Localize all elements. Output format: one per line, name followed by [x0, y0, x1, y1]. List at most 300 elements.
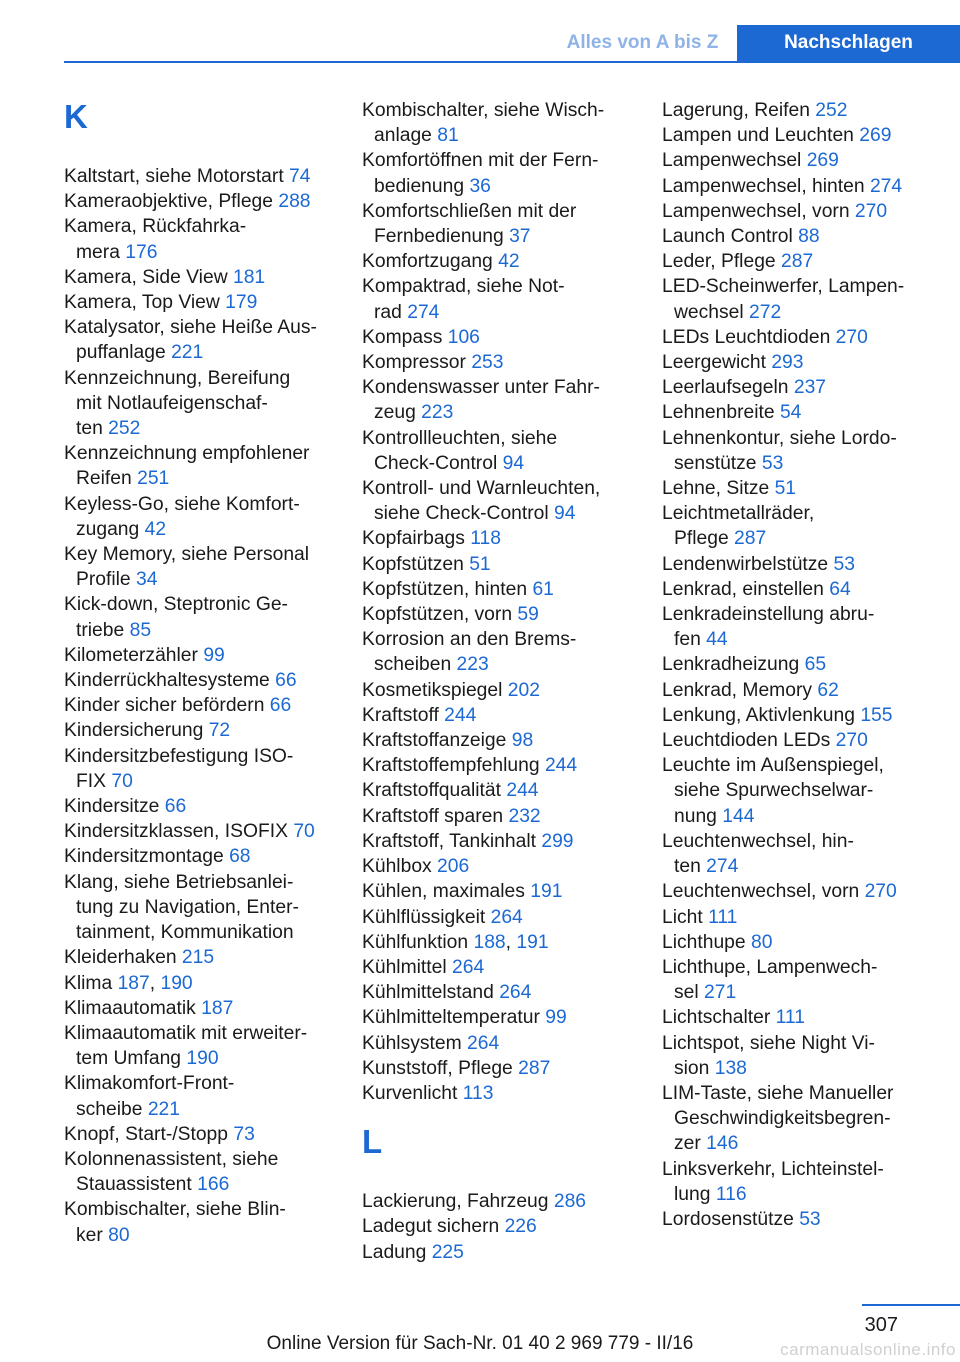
- index-entry: [362, 526, 634, 551]
- index-entry-term: Lordosenstütze: [662, 1208, 794, 1230]
- index-entry-term: Lichtschalter: [662, 1007, 771, 1029]
- index-entry-term: Kraftstoff sparen: [362, 805, 504, 827]
- index-entry: [662, 1207, 942, 1232]
- index-entry-term: Klima: [64, 972, 113, 994]
- index-entry-term: Lampenwechsel, vorn: [662, 200, 850, 222]
- index-entry-term: LED-Scheinwerfer, Lampen- wechsel: [662, 276, 905, 323]
- index-page-link[interactable]: 264: [490, 906, 523, 928]
- index-entry: [64, 744, 336, 794]
- index-page-link[interactable]: 299: [541, 830, 574, 852]
- index-entry-term: Kompaktrad, siehe Not- rad: [362, 276, 565, 323]
- index-entry-term: Kopfairbags: [362, 528, 465, 550]
- index-page-link[interactable]: 70: [293, 821, 315, 843]
- index-entry: [662, 703, 942, 728]
- index-entry-term: Lenkung, Aktivlenkung: [662, 704, 855, 726]
- index-page-link[interactable]: 271: [704, 982, 737, 1004]
- index-entry: [64, 1147, 336, 1197]
- index-entry: [64, 542, 336, 592]
- index-page-link[interactable]: 221: [147, 1098, 180, 1120]
- index-page-link[interactable]: 223: [456, 654, 489, 676]
- index-entry-term: Lenkrad, einstellen: [662, 578, 824, 600]
- index-entry: [64, 693, 336, 718]
- index-page-link[interactable]: 106: [447, 326, 480, 348]
- index-entry: [362, 249, 634, 274]
- index-entry-term: Kontrollleuchten, siehe Check-Control: [362, 427, 558, 474]
- index-page-link[interactable]: 51: [774, 478, 797, 500]
- index-page-link[interactable]: 225: [431, 1241, 464, 1263]
- index-entry: [662, 1157, 942, 1207]
- index-page-link[interactable]: 118: [470, 528, 502, 550]
- index-page-link[interactable]: 74: [289, 166, 311, 187]
- index-entry: [662, 174, 942, 199]
- index-entry-term: Kindersitzklassen, ISOFIX: [64, 821, 288, 843]
- index-page-link[interactable]: 70: [111, 770, 133, 792]
- index-entry: [362, 375, 634, 425]
- index-page-link[interactable]: 34: [136, 569, 158, 591]
- index-entry-term: Kilometerzähler: [64, 644, 198, 666]
- index-entry-term: Kraftstoff: [362, 704, 439, 726]
- index-page-link[interactable]: 244: [444, 704, 477, 726]
- index-entry: [64, 1071, 336, 1121]
- index-entry: [662, 678, 942, 703]
- index-page-link[interactable]: 66: [164, 796, 187, 818]
- index-entry-term: Leuchtenwechsel, hin- ten: [662, 830, 854, 878]
- index-entry: [362, 274, 634, 324]
- index-entry: [64, 844, 336, 869]
- index-page-link[interactable]: 287: [734, 528, 767, 550]
- index-entry-term: Leichtmetallräder, Pflege: [662, 503, 815, 550]
- index-page-link[interactable]: 44: [706, 629, 728, 651]
- index-entry-term: Kamera, Top View: [64, 292, 220, 314]
- index-entry-term: Komfortzugang: [362, 251, 493, 273]
- index-entry: [64, 492, 336, 542]
- index-entry: [362, 980, 634, 1005]
- index-page-link[interactable]: 111: [775, 1007, 805, 1029]
- index-entry: [662, 400, 942, 425]
- index-entry-term: Klimaautomatik: [64, 997, 196, 1019]
- index-entry: [362, 1005, 634, 1030]
- index-entry-term: Kraftstoffempfehlung: [362, 755, 540, 777]
- index-entry: [662, 552, 942, 577]
- index-entry: [362, 905, 634, 930]
- index-page-link[interactable]: 190: [186, 1048, 219, 1070]
- index-entry: [362, 627, 634, 677]
- index-entry: [64, 315, 336, 365]
- index-page-link[interactable]: 59: [517, 604, 539, 626]
- index-page-link[interactable]: 215: [181, 947, 215, 969]
- index-page-link[interactable]: 54: [779, 402, 802, 424]
- index-entry: [362, 1214, 634, 1239]
- index-entry: [362, 98, 634, 148]
- index-column-1: [64, 98, 336, 1248]
- index-entry-term: Lenkradeinstellung abru- fen: [662, 604, 875, 651]
- index-page-link[interactable]: 270: [854, 200, 888, 222]
- index-entry-term: Kinderrückhaltesysteme: [64, 670, 270, 692]
- index-page-link[interactable]: 88: [798, 226, 820, 248]
- index-entry: [64, 945, 336, 970]
- index-entry-term: Knopf, Start-/Stopp: [64, 1123, 228, 1145]
- index-entry: [362, 955, 634, 980]
- index-page-link[interactable]: 187: [117, 972, 150, 994]
- index-page-link[interactable]: 287: [781, 251, 814, 273]
- index-page-link[interactable]: 53: [833, 553, 855, 575]
- index-entry: [662, 501, 942, 551]
- index-entry: [64, 592, 336, 642]
- index-page-link[interactable]: 99: [203, 644, 225, 666]
- index-entry-term: Lichthupe: [662, 931, 746, 953]
- header-rule: [64, 61, 960, 63]
- index-entry: [662, 123, 942, 148]
- index-entry-term: Ladegut sichern: [362, 1216, 500, 1238]
- index-entry: [64, 441, 336, 491]
- index-entry-term: Leuchtdioden LEDs: [662, 730, 831, 752]
- index-entry-term: Komfortschließen mit der Fernbedienung: [362, 200, 577, 248]
- index-entry-term: Klang, siehe Betriebsanlei- tung zu Navigation, Enter- tainment, Kommunikation: [64, 871, 299, 944]
- index-page-link[interactable]: 113: [462, 1082, 494, 1104]
- index-entry: [362, 1056, 634, 1081]
- index-entry-term: Kindersitzmontage: [64, 846, 224, 868]
- index-page-link[interactable]: 81: [437, 125, 459, 147]
- index-entry-term: Kühlen, maximales: [362, 881, 525, 903]
- index-column-3: [662, 98, 942, 1232]
- index-page-link[interactable]: 80: [108, 1224, 130, 1246]
- index-page-link[interactable]: 274: [869, 175, 903, 197]
- index-entry: [362, 1081, 634, 1106]
- index-entry-term: Kurvenlicht: [362, 1082, 458, 1104]
- index-entry-term: Lampenwechsel: [662, 150, 802, 172]
- index-entry: [362, 426, 634, 476]
- index-page-link[interactable]: 206: [437, 856, 470, 878]
- index-entry-term: Keyless-Go, siehe Komfort- zugang: [64, 493, 300, 540]
- index-entry-term: Kolonnenassistent, siehe Stauassistent: [64, 1148, 279, 1196]
- index-entry-term: Leerlaufsegeln: [662, 377, 789, 399]
- index-entry: [64, 265, 336, 290]
- index-letter-heading: K: [64, 98, 88, 135]
- index-entry: [362, 804, 634, 829]
- index-page-link[interactable]: 252: [815, 100, 848, 121]
- index-entry-term: Kühlsystem: [362, 1032, 462, 1054]
- index-entry: [662, 148, 942, 173]
- index-entry-term: Kraftstoffanzeige: [362, 730, 507, 752]
- index-entry: [662, 274, 942, 324]
- index-page-link[interactable]: 270: [835, 730, 868, 752]
- index-page-link[interactable]: 146: [706, 1133, 739, 1155]
- index-entry-term: Launch Control: [662, 226, 793, 248]
- index-page-link[interactable]: 155: [860, 704, 893, 726]
- index-entry-term: Lampenwechsel, hinten: [662, 175, 865, 197]
- index-entry-term: Kühlmittel: [362, 956, 447, 978]
- index-page-link[interactable]: 287: [518, 1057, 551, 1079]
- index-entry: [362, 199, 634, 249]
- index-entry-term: Kamera, Rückfahrka- mera: [64, 216, 247, 263]
- index-entry: [662, 325, 942, 350]
- index-entry-term: Ladung: [362, 1241, 427, 1263]
- index-entry: [362, 1189, 634, 1214]
- index-entry-term: Korrosion an den Brems- scheiben: [362, 629, 577, 676]
- index-entry-term: Lehnenbreite: [662, 402, 775, 424]
- index-entry-term: Kompass: [362, 326, 443, 348]
- index-page-link[interactable]: 244: [544, 755, 578, 777]
- index-entry: [662, 829, 942, 879]
- index-page-link[interactable]: 237: [793, 377, 827, 399]
- index-entry-term: Kameraobjektive, Pflege: [64, 191, 273, 213]
- index-page-link[interactable]: 191: [516, 931, 549, 953]
- index-page-link[interactable]: 187: [201, 997, 234, 1019]
- index-page-link[interactable]: 269: [806, 150, 839, 172]
- index-entry-term: Kühlfunktion: [362, 931, 469, 953]
- index-page-link[interactable]: 53: [799, 1208, 821, 1230]
- index-entry: [64, 1021, 336, 1071]
- index-entry: [64, 1122, 336, 1147]
- index-entry-term: Kaltstart, siehe Motorstart: [64, 166, 284, 187]
- index-entry: [64, 214, 336, 264]
- index-entry: [362, 148, 634, 198]
- index-page-link[interactable]: 223: [421, 402, 454, 424]
- index-entry: [362, 577, 634, 602]
- index-page-link[interactable]: 244: [506, 780, 539, 802]
- index-page-link[interactable]: 80: [750, 931, 773, 953]
- index-page-link[interactable]: 264: [499, 982, 532, 1004]
- index-entry-term: Kühlmitteltemperatur: [362, 1007, 540, 1029]
- index-page-link[interactable]: 188: [473, 931, 506, 953]
- index-page-link[interactable]: 99: [545, 1007, 567, 1029]
- index-page-link[interactable]: 166: [197, 1174, 230, 1196]
- index-entry: [64, 189, 336, 214]
- index-page-link[interactable]: 274: [407, 301, 440, 323]
- index-page-link[interactable]: 116: [715, 1183, 747, 1205]
- index-entry: [362, 778, 634, 803]
- index-page-link[interactable]: 53: [761, 452, 784, 474]
- header-active-tab[interactable]: Nachschlagen: [737, 25, 960, 63]
- index-page-link[interactable]: 42: [498, 251, 520, 273]
- index-page-link[interactable]: 269: [859, 125, 892, 147]
- index-entry: [362, 350, 634, 375]
- index-entry: [662, 879, 942, 904]
- index-entry: [662, 577, 942, 602]
- index-entry-term: Key Memory, siehe Personal Profile: [64, 544, 310, 591]
- index-page-link[interactable]: 252: [108, 418, 141, 440]
- index-entry-term: Lenkradheizung: [662, 654, 800, 676]
- index-page-link[interactable]: 272: [749, 301, 782, 323]
- index-page-link[interactable]: 72: [208, 720, 231, 742]
- index-page-link[interactable]: 270: [835, 326, 868, 348]
- index-entry: [662, 224, 942, 249]
- index-entry-term: Lackierung, Fahrzeug: [362, 1191, 549, 1213]
- index-entry-term: Kraftstoffqualität: [362, 780, 501, 802]
- index-page-link[interactable]: 286: [553, 1191, 587, 1213]
- index-page-link[interactable]: 288: [278, 191, 311, 213]
- index-entry: [662, 249, 942, 274]
- index-entry: [64, 819, 336, 844]
- index-entry: [662, 350, 942, 375]
- index-entry: [362, 879, 634, 904]
- index-entry: [64, 164, 336, 189]
- index-entry: [662, 955, 942, 1005]
- index-page-link[interactable]: 191: [530, 881, 563, 903]
- online-version-note: Online Version für Sach-Nr. 01 40 2 969 779 - II/16: [266, 1333, 694, 1354]
- index-entry: [362, 1031, 634, 1056]
- index-entry: [662, 1005, 942, 1030]
- index-page-link[interactable]: 94: [554, 503, 576, 525]
- footer-rule: [862, 1304, 960, 1306]
- index-entry-term: Lendenwirbelstütze: [662, 553, 829, 575]
- index-entry-term: Kindersicherung: [64, 720, 204, 742]
- index-page-link[interactable]: 94: [502, 452, 525, 474]
- index-entry-term: Leuchtenwechsel, vorn: [662, 881, 860, 903]
- index-entry: [662, 476, 942, 501]
- index-entry-term: Kamera, Side View: [64, 266, 228, 288]
- watermark: carmanualsonline.info: [780, 1340, 956, 1359]
- index-page-link[interactable]: 221: [171, 342, 204, 364]
- index-page-link[interactable]: 253: [471, 352, 504, 374]
- index-entry-term: Komfortöffnen mit der Fern- bedienung: [362, 150, 599, 197]
- index-entry: [64, 668, 336, 693]
- index-entry-term: Kraftstoff, Tankinhalt: [362, 830, 536, 852]
- header-section-title: Alles von A bis Z: [566, 32, 719, 53]
- index-entry: [362, 854, 634, 879]
- index-page-link[interactable]: 232: [508, 805, 541, 827]
- index-entry-term: Lichtspot, siehe Night Vi- sion: [662, 1032, 875, 1079]
- index-entry: [662, 905, 942, 930]
- index-page-link[interactable]: 37: [509, 226, 531, 248]
- index-page-link[interactable]: 62: [817, 679, 839, 701]
- index-page-link[interactable]: 226: [504, 1216, 537, 1238]
- index-entry-term: Kondenswasser unter Fahr- zeug: [362, 377, 600, 424]
- index-entry-term: Kühlflüssigkeit: [362, 906, 486, 928]
- index-entry: [362, 753, 634, 778]
- index-entry: [362, 829, 634, 854]
- index-entry-term: Linksverkehr, Lichteinstel- lung: [662, 1158, 884, 1205]
- index-entry: [662, 602, 942, 652]
- index-entry-term: Leergewicht: [662, 352, 766, 374]
- index-entry: [362, 602, 634, 627]
- index-entry-term: Kinder sicher befördern: [64, 695, 265, 717]
- index-entry: [64, 290, 336, 315]
- index-entry: [64, 1197, 336, 1247]
- index-page-link[interactable]: 111: [708, 906, 738, 928]
- index-entry-term: Kontroll- und Warnleuchten, siehe Check-Control: [362, 478, 601, 525]
- index-entry: Kühlfunktion 188, 191: [362, 931, 549, 953]
- index-entry-term: Kopfstützen, vorn: [362, 604, 513, 626]
- index-page-link[interactable]: 61: [532, 578, 554, 600]
- index-page-link[interactable]: 64: [829, 578, 851, 600]
- index-entry-term: Kennzeichnung, Bereifung mit Notlaufeigenschaf- ten: [64, 367, 291, 440]
- index-page-link[interactable]: 251: [137, 468, 170, 490]
- index-entry: [64, 718, 336, 743]
- index-entry-term: Kopfstützen, hinten: [362, 578, 528, 600]
- index-entry: [662, 753, 942, 829]
- index-column-2: [362, 98, 634, 1265]
- index-entry-term: Licht: [662, 906, 703, 928]
- index-page-link[interactable]: 138: [714, 1057, 747, 1079]
- index-entry: [662, 199, 942, 224]
- index-page-link[interactable]: 85: [129, 619, 152, 641]
- index-entry-term: LEDs Leuchtdioden: [662, 326, 831, 348]
- index-entry-term: Kleiderhaken: [64, 947, 177, 969]
- index-page-link[interactable]: 179: [225, 292, 258, 314]
- index-page-link[interactable]: 144: [722, 805, 755, 827]
- index-entry-term: Lenkrad, Memory: [662, 679, 813, 701]
- index-entry-term: Lampen und Leuchten: [662, 125, 854, 147]
- index-entry-term: Lehne, Sitze: [662, 478, 770, 500]
- index-entry: [64, 643, 336, 668]
- index-page-link[interactable]: 270: [864, 881, 897, 903]
- index-entry: [362, 325, 634, 350]
- index-entry: [64, 794, 336, 819]
- index-entry: [662, 426, 942, 476]
- page-number: 307: [864, 1314, 898, 1336]
- index-entry: [362, 1240, 634, 1265]
- index-page-link[interactable]: 181: [232, 266, 266, 288]
- index-entry-term: Kosmetikspiegel: [362, 679, 503, 701]
- index-page-link[interactable]: 190: [160, 972, 193, 994]
- index-entry-term: Leder, Pflege: [662, 251, 776, 273]
- index-entry: [362, 552, 634, 577]
- index-page-link[interactable]: 264: [467, 1032, 500, 1054]
- index-page-link[interactable]: 36: [469, 175, 491, 197]
- index-page-link[interactable]: 73: [233, 1123, 255, 1145]
- index-entry: [362, 728, 634, 753]
- index-entry-term: Kick-down, Steptronic Ge- triebe: [64, 594, 288, 641]
- index-entry-term: LIM-Taste, siehe Manueller Geschwindigkeitsbegren- zer: [662, 1082, 894, 1155]
- index-page-link[interactable]: 66: [275, 670, 297, 692]
- index-entry: [662, 930, 942, 955]
- index-entry: [362, 703, 634, 728]
- index-page-link[interactable]: 264: [452, 956, 485, 978]
- index-page-link[interactable]: 42: [144, 518, 167, 540]
- index-page-link[interactable]: 51: [469, 553, 491, 575]
- index-entry: [662, 728, 942, 753]
- index-entry-term: Kunststoff, Pflege: [362, 1057, 513, 1079]
- index-letter-heading: L: [362, 1123, 383, 1161]
- index-page-link[interactable]: 98: [511, 730, 534, 752]
- index-entry-term: Lichthupe, Lampenwech- sel: [662, 956, 878, 1004]
- index-entry: [662, 652, 942, 677]
- index-entry-term: Kombischalter, siehe Wisch- anlage: [362, 100, 605, 147]
- index-entry-term: Katalysator, siehe Heiße Aus- puffanlage: [64, 317, 317, 364]
- index-entry: [662, 375, 942, 400]
- index-entry: [662, 1031, 942, 1081]
- index-entry-term: Klimakomfort-Front- scheibe: [64, 1073, 235, 1120]
- index-entry-term: Leuchte im Außenspiegel, siehe Spurwechselwar- nung: [662, 755, 884, 827]
- index-entry: [64, 996, 336, 1021]
- index-entry-term: Kühlmittelstand: [362, 982, 494, 1004]
- index-entry-term: Kindersitzbefestigung ISO- FIX: [64, 745, 294, 792]
- index-entry: [64, 870, 336, 946]
- index-entry-term: Klimaautomatik mit erweiter- tem Umfang: [64, 1022, 308, 1070]
- index-page-link[interactable]: 65: [804, 654, 827, 676]
- index-entry-term: Kopfstützen: [362, 553, 464, 575]
- index-page-link[interactable]: 274: [706, 856, 739, 878]
- index-entry: [662, 98, 942, 123]
- index-entry-term: Kennzeichnung empfohlener Reifen: [64, 443, 310, 490]
- index-entry: [662, 1081, 942, 1157]
- index-entry-term: Kühlbox: [362, 856, 432, 878]
- index-entry-term: Lagerung, Reifen: [662, 100, 810, 121]
- index-page-link[interactable]: 68: [229, 846, 251, 868]
- index-entry-term: Kombischalter, siehe Blin- ker: [64, 1199, 286, 1246]
- index-entry: [362, 678, 634, 703]
- index-entry-term: Kompressor: [362, 352, 466, 374]
- index-page-link[interactable]: 176: [125, 241, 158, 263]
- index-entry-term: Kindersitze: [64, 796, 160, 818]
- index-page-link[interactable]: 293: [771, 352, 804, 374]
- index-entry: [362, 476, 634, 526]
- index-page-link[interactable]: 66: [269, 695, 292, 717]
- index-page-link[interactable]: 202: [507, 679, 540, 701]
- index-entry-term: Lehnenkontur, siehe Lordo- senstütze: [662, 427, 897, 474]
- index-entry: [64, 366, 336, 442]
